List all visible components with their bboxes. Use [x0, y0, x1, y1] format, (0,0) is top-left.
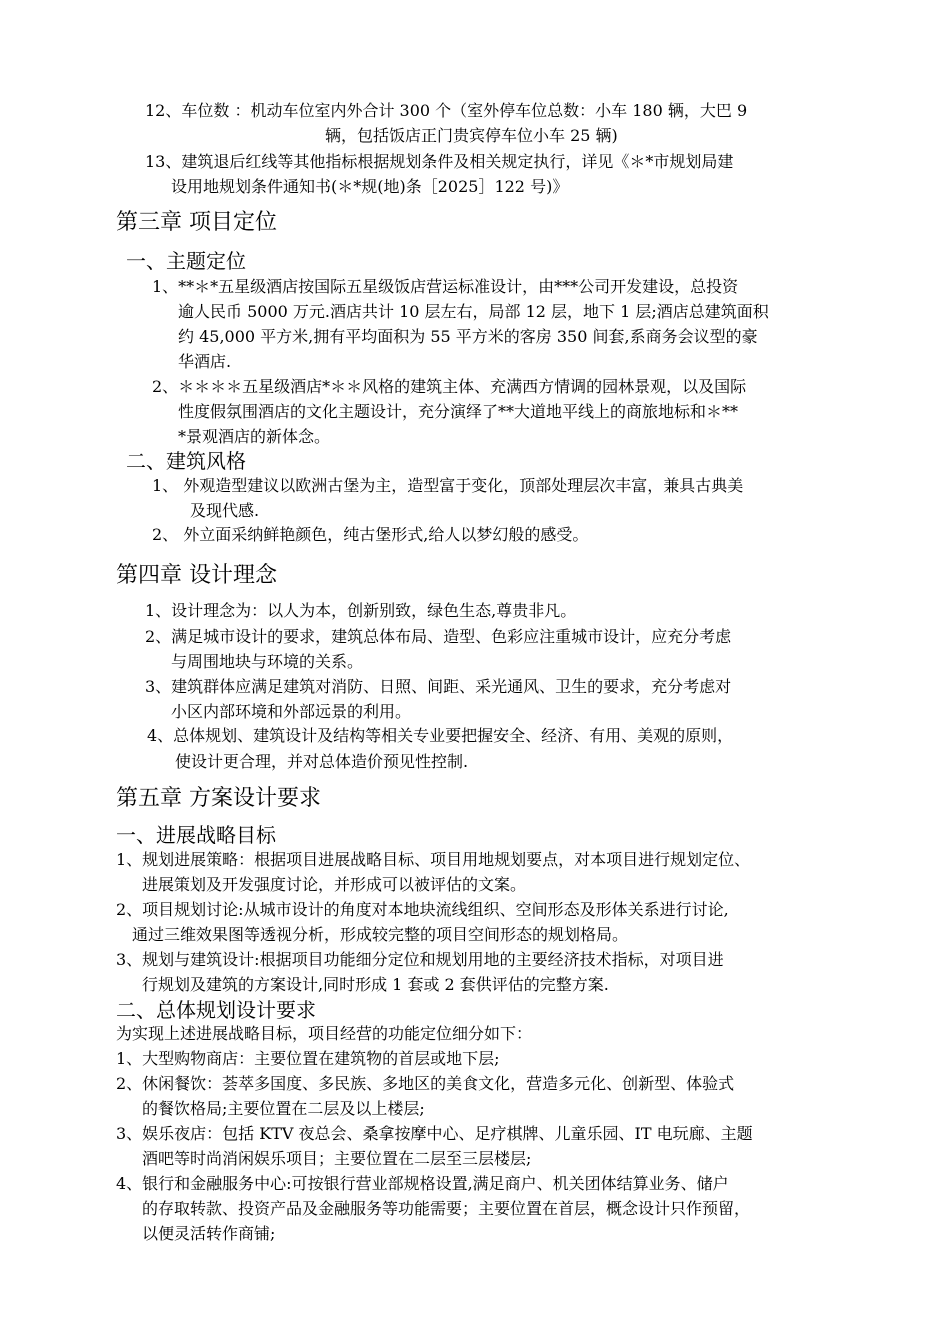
chapter-3-heading: 第三章 项目定位	[116, 210, 277, 235]
chapter-5-section-1-heading: 一、进展战略目标	[116, 823, 276, 847]
ch5-s1-item-1-line-2: 进展策划及开发强度讨论，并形成可以被评估的文案。	[142, 875, 527, 894]
intro-item-13-line-2: 设用地规划条件通知书(＊*规(地)条［2025］122 号)》	[171, 177, 569, 196]
ch5-s2-item-3-line-1: 3、娱乐夜店：包括 KTV 夜总会、桑拿按摩中心、足疗棋牌、儿童乐园、IT 电玩廊、主题	[116, 1124, 753, 1143]
ch3-s1-item-2-line-3: *景观酒店的新体念。	[178, 427, 331, 446]
ch5-s2-item-4-line-2: 的存取转款、投资产品及金融服务等功能需要；主要位置在首层，概念设计只作预留，	[142, 1199, 751, 1218]
ch3-s2-item-2-line-1: 2、 外立面采纳鲜艳颜色，纯古堡形式,给人以梦幻般的感受。	[152, 525, 589, 544]
intro-item-13-line-1: 13、建筑退后红线等其他指标根据规划条件及相关规定执行，详见《＊*市规划局建	[145, 152, 734, 171]
ch5-s2-item-2-line-1: 2、休闲餐饮：荟萃多国度、多民族、多地区的美食文化，营造多元化、创新型、体验式	[116, 1074, 735, 1093]
ch4-item-2-line-1: 2、满足城市设计的要求，建筑总体布局、造型、色彩应注重城市设计，应充分考虑	[145, 627, 732, 646]
ch5-s2-item-4-line-3: 以便灵活转作商铺;	[142, 1224, 276, 1243]
ch3-s1-item-1-line-4: 华酒店.	[178, 352, 232, 371]
ch5-s1-item-1-line-1: 1、规划进展策略：根据项目进展战略目标、项目用地规划要点，对本项目进行规划定位、	[116, 850, 751, 869]
ch5-s1-item-3-line-2: 行规划及建筑的方案设计,同时形成 1 套或 2 套供评估的完整方案.	[142, 975, 609, 994]
chapter-3-section-1-heading: 一、主题定位	[126, 249, 246, 273]
ch3-s1-item-1-line-2: 逾人民币 5000 万元.酒店共计 10 层左右，局部 12 层，地下 1 层;酒店总建筑面积	[178, 302, 769, 321]
chapter-4-heading: 第四章 设计理念	[116, 563, 277, 588]
ch5-s1-item-2-line-1: 2、项目规划讨论:从城市设计的角度对本地块流线组织、空间形态及形体关系进行讨论,	[116, 900, 729, 919]
ch4-item-4-line-1: 4、总体规划、建筑设计及结构等相关专业要把握安全、经济、有用、美观的原则，	[147, 726, 734, 745]
chapter-5-heading: 第五章 方案设计要求	[116, 786, 321, 811]
chapter-5-section-2-heading: 二、总体规划设计要求	[116, 998, 316, 1022]
intro-item-12-line-2: 辆，包括饭店正门贵宾停车位小车 25 辆)	[325, 126, 618, 145]
ch3-s1-item-2-line-1: 2、＊＊＊＊五星级酒店*＊＊风格的建筑主体、充满西方情调的园林景观，以及国际	[152, 377, 747, 396]
chapter-3-section-2-heading: 二、建筑风格	[126, 449, 246, 473]
ch3-s2-item-1-line-2: 及现代感.	[190, 501, 260, 520]
ch3-s1-item-2-line-2: 性度假氛围酒店的文化主题设计，充分演绎了**大道地平线上的商旅地标和＊**	[178, 402, 739, 421]
ch5-s2-item-2-line-2: 的餐饮格局;主要位置在二层及以上楼层;	[142, 1099, 425, 1118]
ch5-s1-item-2-line-2: 通过三维效果图等透视分析，形成较完整的项目空间形态的规划格局。	[132, 925, 629, 944]
ch3-s2-item-1-line-1: 1、 外观造型建议以欧洲古堡为主，造型富于变化，顶部处理层次丰富，兼具古典美	[152, 476, 744, 495]
ch5-s1-item-3-line-1: 3、规划与建筑设计:根据项目功能细分定位和规划用地的主要经济技术指标，对项目进	[116, 950, 724, 969]
ch5-s2-item-4-line-1: 4、银行和金融服务中心:可按银行营业部规格设置,满足商户、机关团体结算业务、储户	[116, 1174, 729, 1193]
ch4-item-3-line-1: 3、建筑群体应满足建筑对消防、日照、间距、采光通风、卫生的要求，充分考虑对	[145, 677, 732, 696]
ch5-s2-item-3-line-2: 酒吧等时尚消闲娱乐项目；主要位置在二层至三层楼层;	[142, 1149, 532, 1168]
ch3-s1-item-1-line-1: 1、**＊*五星级酒店按国际五星级饭店营运标准设计，由***公司开发建设，总投资	[152, 277, 739, 296]
ch5-s2-lead: 为实现上述进展战略目标，项目经营的功能定位细分如下：	[116, 1024, 533, 1043]
ch4-item-1-line-1: 1、设计理念为：以人为本，创新别致，绿色生态,尊贵非凡。	[145, 601, 577, 620]
ch5-s2-item-1-line-1: 1、大型购物商店：主要位置在建筑物的首层或地下层;	[116, 1049, 500, 1068]
ch4-item-3-line-2: 小区内部环境和外部远景的利用。	[171, 702, 412, 721]
ch4-item-2-line-2: 与周围地块与环境的关系。	[171, 652, 364, 671]
ch3-s1-item-1-line-3: 约 45,000 平方米,拥有平均面积为 55 平方米的客房 350 间套,系商务会议型的豪	[178, 327, 758, 346]
intro-item-12-line-1: 12、车位数 ：机动车位室内外合计 300 个（室外停车位总数：小车 180 辆，大巴 9	[145, 101, 748, 120]
ch4-item-4-line-2: 使设计更合理，并对总体造价预见性控制.	[175, 752, 469, 771]
